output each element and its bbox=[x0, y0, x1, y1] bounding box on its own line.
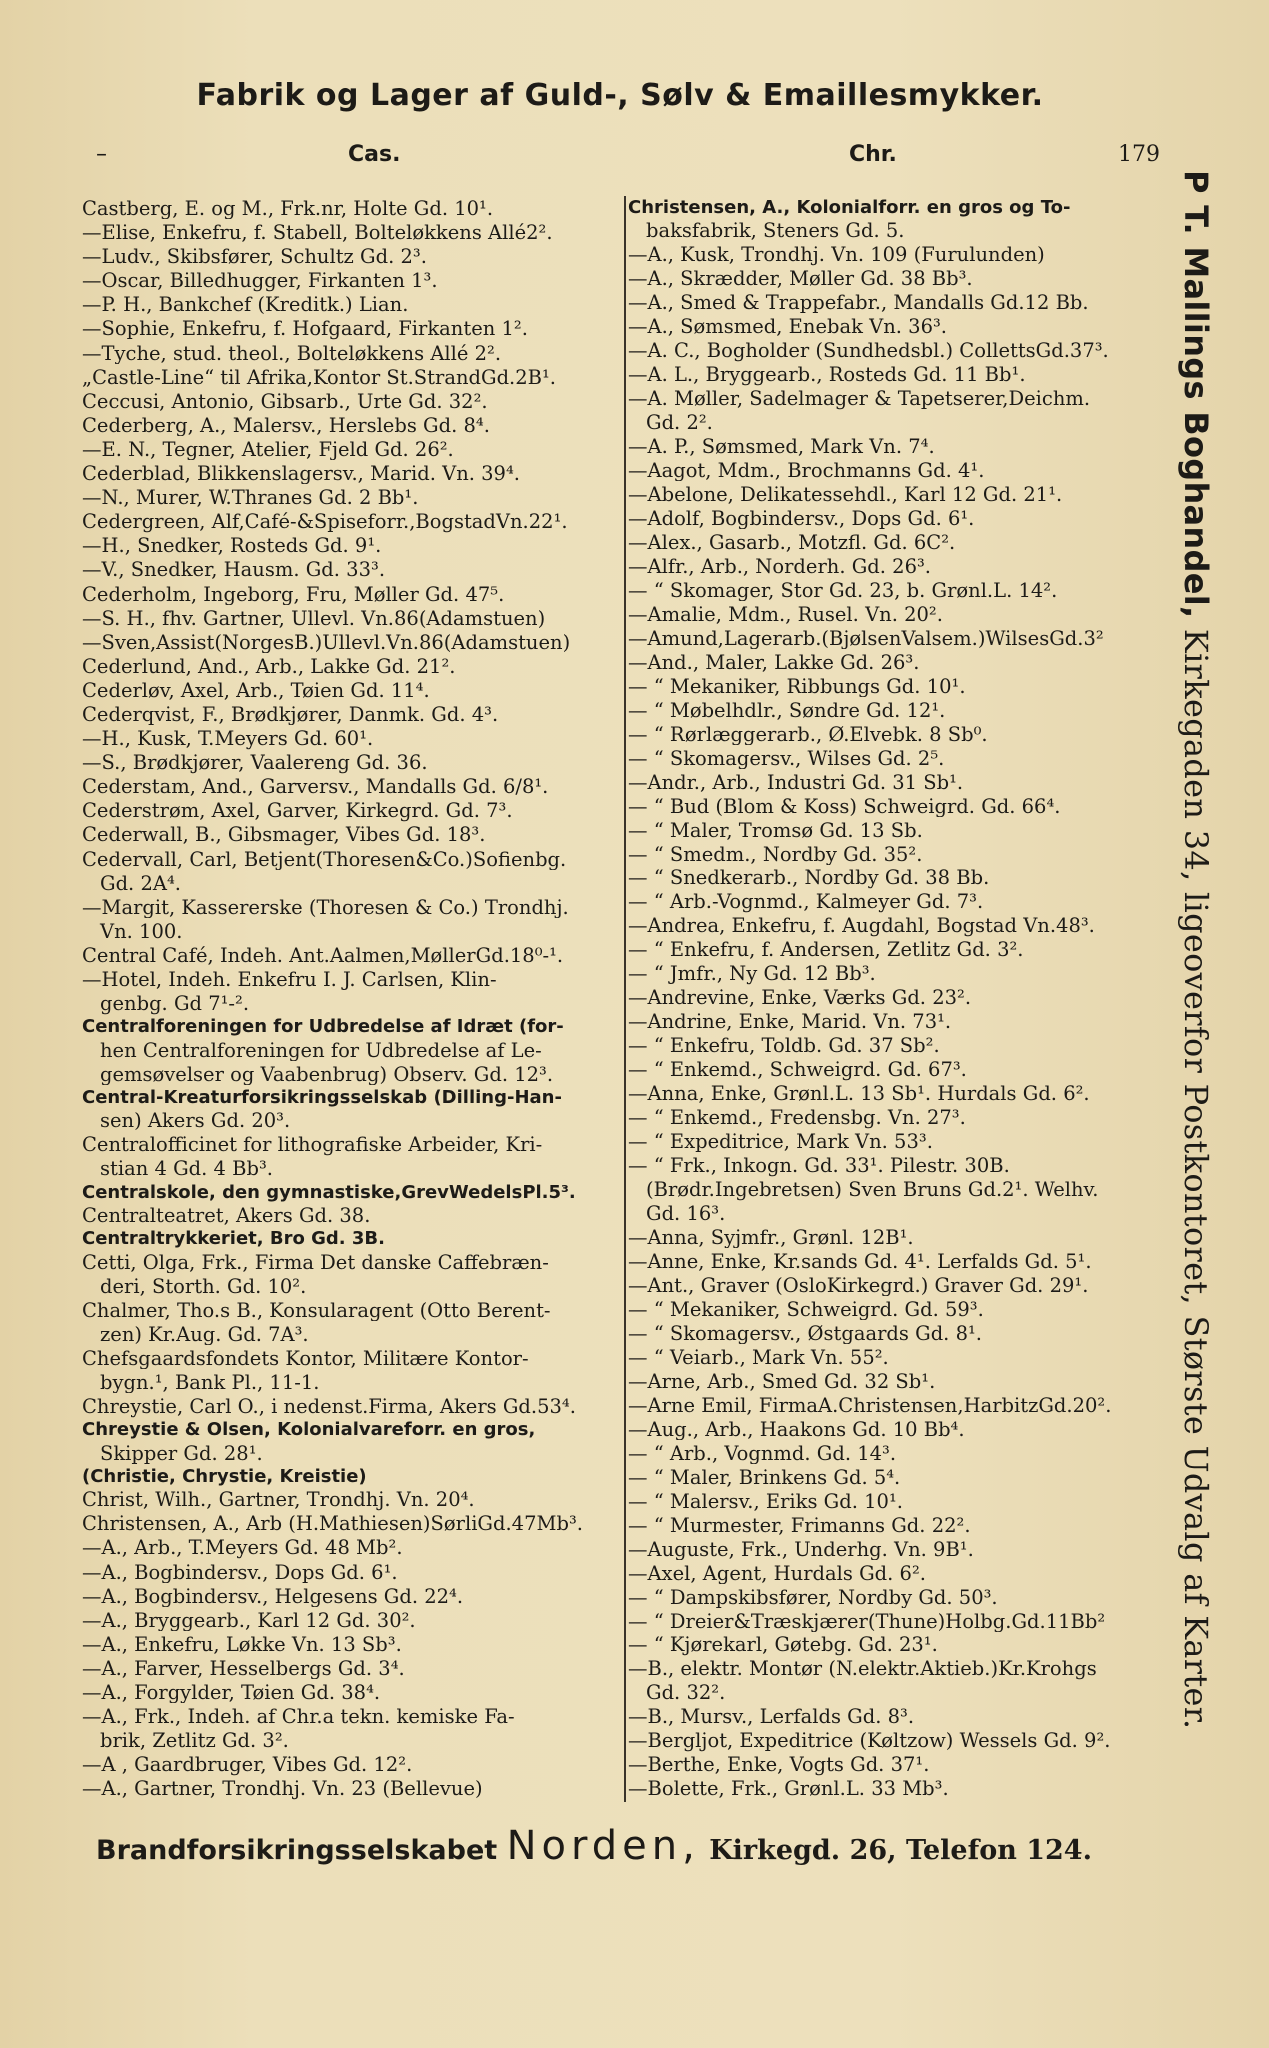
page-number: 179 bbox=[1118, 142, 1160, 167]
directory-entry-line: —Anna, Syjmfr., Grønl. 12B¹. bbox=[628, 1227, 914, 1249]
directory-entry-line: —Alex., Gasarb., Motzfl. Gd. 6C². bbox=[628, 531, 956, 554]
directory-entry-line: — “ Enkefru, Toldb. Gd. 37 Sb². bbox=[628, 1035, 940, 1057]
directory-entry-line: —Andrea, Enkefru, f. Augdahl, Bogstad Vn.48³. bbox=[628, 915, 1095, 937]
directory-entry-line: —Auguste, Frk., Underhg. Vn. 9B¹. bbox=[628, 1538, 974, 1561]
directory-entry-line: — “ Maler, Brinkens Gd. 5⁴. bbox=[628, 1466, 901, 1489]
directory-entry-line: Chreystie & Olsen, Kolonialvareforr. en gros, bbox=[82, 1420, 536, 1441]
directory-entry-line: Skipper Gd. 28¹. bbox=[100, 1442, 263, 1465]
directory-entry-line: — “ Skomagersv., Wilses Gd. 2⁵. bbox=[628, 747, 945, 770]
directory-entry-line: — “ Mekaniker, Schweigrd. Gd. 59³. bbox=[628, 1298, 984, 1321]
directory-entry-line: Chefsgaardsfondets Kontor, Militære Kontor- bbox=[82, 1347, 529, 1370]
directory-entry-line: Cedervall, Carl, Betjent(Thoresen&Co.)Sofienbg. bbox=[82, 848, 567, 870]
directory-entry-line: Centralofficinet for lithografiske Arbeider, Kri- bbox=[82, 1134, 543, 1156]
directory-entry-line: Gd. 32². bbox=[646, 1682, 726, 1704]
directory-entry-line: Centralforeningen for Udbredelse af Idræt (for- bbox=[82, 1017, 564, 1037]
directory-entry-line: Gd. 2A⁴. bbox=[100, 872, 181, 895]
directory-entry-line: Cederlund, And., Arb., Lakke Gd. 21². bbox=[82, 655, 456, 678]
directory-entry-line: —A. C., Bogholder (Sundhedsbl.) CollettsGd.37³. bbox=[628, 340, 1109, 362]
directory-entry-line: —A., Skrædder, Møller Gd. 38 Bb³. bbox=[628, 268, 973, 290]
directory-entry-line: bygn.¹, Bank Pl., 11-1. bbox=[100, 1372, 320, 1394]
directory-entry-line: —Adolf, Bogbindersv., Dops Gd. 6¹. bbox=[628, 507, 975, 530]
directory-entry-line: — “ Frk., Inkogn. Gd. 33¹. Pilestr. 30B. bbox=[628, 1155, 1010, 1177]
directory-entry-line: —A. Møller, Sadelmager & Tapetserer,Deichm. bbox=[628, 388, 1091, 410]
directory-entry-line: —Sophie, Enkefru, f. Hofgaard, Firkanten 1². bbox=[82, 318, 528, 340]
directory-entry-line: — “ Arb.-Vognmd., Kalmeyer Gd. 7³. bbox=[628, 891, 984, 913]
directory-entry-line: —Amund,Lagerarb.(BjølsenValsem.)WilsesGd.3² bbox=[628, 627, 1104, 650]
directory-entry-line: Gd. 2². bbox=[646, 412, 713, 434]
directory-entry-line: —Axel, Agent, Hurdals Gd. 6². bbox=[628, 1562, 926, 1585]
directory-entry-line: —H., Kusk, T.Meyers Gd. 60¹. bbox=[82, 728, 374, 750]
directory-entry-line: —A., Bogbindersv., Helgesens Gd. 22⁴. bbox=[82, 1585, 464, 1608]
directory-entry-line: —Oscar, Billedhugger, Firkanten 1³. bbox=[82, 270, 438, 292]
directory-entry-line: —V., Snedker, Hausm. Gd. 33³. bbox=[82, 559, 386, 581]
directory-entry-line: Cedergreen, Alf,Café-&Spiseforr.,BogstadVn.22¹. bbox=[82, 511, 568, 533]
directory-entry-line: Christ, Wilh., Gartner, Trondhj. Vn. 20⁴. bbox=[82, 1489, 475, 1511]
directory-entry-line: — “ Expeditrice, Mark Vn. 53³. bbox=[628, 1131, 933, 1153]
directory-entry-line: — “ Snedkerarb., Nordby Gd. 38 Bb. bbox=[628, 867, 990, 889]
directory-entry-line: — “ Møbelhdlr., Søndre Gd. 12¹. bbox=[628, 699, 946, 722]
directory-entry-line: Cederberg, A., Malersv., Herslebs Gd. 8⁴. bbox=[82, 414, 490, 437]
directory-entry-line: — “ Enkemd., Schweigrd. Gd. 67³. bbox=[628, 1059, 967, 1081]
footer-company: Brandforsikringsselskabet bbox=[96, 1835, 498, 1866]
directory-entry-line: Cederqvist, F., Brødkjører, Danmk. Gd. 4³. bbox=[82, 703, 499, 726]
directory-entry-line: —Ant., Graver (OsloKirkegrd.) Graver Gd. 29¹. bbox=[628, 1274, 1089, 1297]
directory-entry-line: —Margit, Kassererske (Thoresen & Co.) Trondhj. bbox=[82, 896, 569, 919]
directory-entry-line: Central Café, Indeh. Ant.Aalmen,MøllerGd.18⁰-¹. bbox=[82, 944, 564, 967]
directory-entry-line: Chreystie, Carl O., i nedenst.Firma, Akers Gd.53⁴. bbox=[82, 1396, 576, 1418]
directory-entry-line: —Abelone, Delikatessehdl., Karl 12 Gd. 21¹. bbox=[628, 483, 1063, 506]
directory-entry-line: deri, Storth. Gd. 10². bbox=[100, 1275, 307, 1298]
directory-entry-line: — “ Skomagersv., Østgaards Gd. 8¹. bbox=[628, 1322, 982, 1345]
directory-entry-line: —H., Snedker, Rosteds Gd. 9¹. bbox=[82, 535, 382, 557]
directory-entry-line: —Amalie, Mdm., Rusel. Vn. 20². bbox=[628, 603, 943, 626]
directory-entry-line: — “ Dreier&Træskjærer(Thune)Holbg.Gd.11Bb² bbox=[628, 1610, 1106, 1632]
directory-entry-line: brik, Zetlitz Gd. 3². bbox=[100, 1730, 289, 1752]
directory-entry-line: Central-Kreaturforsikringsselskab (Dilling-Han- bbox=[82, 1087, 562, 1108]
directory-entry-line: sen) Akers Gd. 20³. bbox=[100, 1110, 291, 1132]
directory-entry-line: — “ Murmester, Frimanns Gd. 22². bbox=[628, 1514, 971, 1537]
directory-entry-line: —Andrine, Enke, Marid. Vn. 73¹. bbox=[628, 1011, 952, 1033]
column-divider bbox=[624, 196, 626, 1802]
directory-entry-line: —And., Maler, Lakke Gd. 26³. bbox=[628, 651, 920, 674]
directory-entry-line: —A., Bogbindersv., Dops Gd. 6¹. bbox=[82, 1561, 398, 1583]
directory-entry-line: —Bolette, Frk., Grønl.L. 33 Mb³. bbox=[628, 1778, 949, 1800]
directory-entry-line: Christensen, A., Arb (H.Mathiesen)SørliGd.47Mb³. bbox=[82, 1513, 583, 1535]
directory-entry-line: gemsøvelser og Vaabenbrug) Observ. Gd. 12³. bbox=[100, 1063, 554, 1086]
directory-entry-line: —A., Arb., T.Meyers Gd. 48 Mb². bbox=[82, 1537, 403, 1559]
directory-entry-line: — “ Jmfr., Ny Gd. 12 Bb³. bbox=[628, 963, 876, 985]
side-advertisement bbox=[1177, 170, 1215, 1729]
directory-entry-line: Cetti, Olga, Frk., Firma Det danske Caffebræn- bbox=[82, 1251, 549, 1273]
directory-entry-line: — “ Skomager, Stor Gd. 23, b. Grønl.L. 14². bbox=[628, 579, 1058, 602]
directory-entry-line: (Christie, Chrystie, Kreistie) bbox=[82, 1466, 367, 1487]
directory-entry-line: — “ Mekaniker, Ribbungs Gd. 10¹. bbox=[628, 675, 966, 698]
directory-entry-line: —A., Farver, Hesselbergs Gd. 3⁴. bbox=[82, 1657, 405, 1680]
directory-entry-line: — “ Veiarb., Mark Vn. 55². bbox=[628, 1346, 889, 1369]
directory-entry-line: —A. P., Sømsmed, Mark Vn. 7⁴. bbox=[628, 436, 935, 458]
directory-entry-line: —A., Forgylder, Tøien Gd. 38⁴. bbox=[82, 1681, 381, 1704]
left-guide-word: Cas. bbox=[348, 142, 401, 167]
directory-entry-line: —A., Gartner, Trondhj. Vn. 23 (Bellevue) bbox=[82, 1778, 483, 1800]
directory-entry-line: —A., Bryggearb., Karl 12 Gd. 30². bbox=[82, 1609, 416, 1632]
directory-entry-line: Christensen, A., Kolonialforr. en gros og To- bbox=[628, 198, 1071, 218]
directory-entry-line: Castberg, E. og M., Frk.nr, Holte Gd. 10¹. bbox=[82, 198, 494, 220]
left-column bbox=[82, 198, 622, 1800]
footer-address: Kirkegd. 26, Telefon 124. bbox=[709, 1835, 1092, 1866]
directory-entry-line: —Andr., Arb., Industri Gd. 31 Sb¹. bbox=[628, 771, 964, 794]
directory-entry-line: Cederløv, Axel, Arb., Tøien Gd. 11⁴. bbox=[82, 679, 430, 702]
directory-entry-line: —Tyche, stud. theol., Bolteløkkens Allé 2². bbox=[82, 342, 502, 364]
directory-entry-line: Cederstrøm, Axel, Garver, Kirkegrd. Gd. 7³. bbox=[82, 800, 513, 822]
directory-entry-line: —Ludv., Skibsfører, Schultz Gd. 2³. bbox=[82, 246, 427, 268]
directory-entry-line: Cederwall, B., Gibsmager, Vibes Gd. 18³. bbox=[82, 824, 486, 846]
directory-entry-line: —Aagot, Mdm., Brochmanns Gd. 4¹. bbox=[628, 460, 985, 482]
directory-entry-line: —A , Gaardbruger, Vibes Gd. 12². bbox=[82, 1754, 413, 1776]
footer-brand: Norden, bbox=[506, 1823, 700, 1869]
directory-entry-line: —A. L., Bryggearb., Rosteds Gd. 11 Bb¹. bbox=[628, 364, 1026, 386]
directory-entry-line: Chalmer, Tho.s B., Konsularagent (Otto Berent- bbox=[82, 1299, 551, 1322]
directory-entry-line: —P. H., Bankchef (Kreditk.) Lian. bbox=[82, 294, 409, 316]
directory-entry-line: —S. H., fhv. Gartner, Ullevl. Vn.86(Adamstuen) bbox=[82, 607, 546, 630]
directory-entry-line: genbg. Gd 7¹-². bbox=[100, 993, 250, 1015]
right-guide-word: Chr. bbox=[849, 142, 897, 167]
side-ad-text: Kirkegaden 34, ligeoverfor Postkontoret, Største Udvalg af Karter. bbox=[1177, 618, 1215, 1730]
directory-entry-line: —N., Murer, W.Thranes Gd. 2 Bb¹. bbox=[82, 487, 419, 509]
directory-entry-line: Centraltrykkeriet, Bro Gd. 3B. bbox=[82, 1229, 385, 1249]
directory-entry-line: Centralteatret, Akers Gd. 38. bbox=[82, 1205, 371, 1227]
directory-entry-line: — “ Bud (Blom & Koss) Schweigrd. Gd. 66⁴. bbox=[628, 795, 1061, 818]
directory-entry-line: —A., Sømsmed, Enebak Vn. 36³. bbox=[628, 316, 948, 338]
header-dash: – bbox=[96, 142, 107, 167]
directory-entry-line: — “ Kjørekarl, Gøtebg. Gd. 23¹. bbox=[628, 1634, 938, 1656]
directory-entry-line: Centralskole, den gymnastiske,GrevWedelsPl.5³. bbox=[82, 1182, 576, 1203]
directory-entry-line: —Andrevine, Enke, Værks Gd. 23². bbox=[628, 987, 972, 1009]
directory-entry-line: Gd. 16³. bbox=[646, 1203, 726, 1225]
directory-entry-line: —B., Mursv., Lerfalds Gd. 8³. bbox=[628, 1706, 915, 1728]
directory-entry-line: —S., Brødkjører, Vaalereng Gd. 36. bbox=[82, 752, 428, 774]
directory-entry-line: —Berthe, Enke, Vogts Gd. 37¹. bbox=[628, 1754, 930, 1776]
directory-entry-line: Ceccusi, Antonio, Gibsarb., Urte Gd. 32². bbox=[82, 390, 488, 413]
directory-entry-line: —Alfr., Arb., Norderh. Gd. 26³. bbox=[628, 555, 932, 578]
page-banner: Fabrik og Lager af Guld-, Sølv & Emaillesmykker. bbox=[196, 78, 1044, 113]
directory-entry-line: — “ Malersv., Eriks Gd. 10¹. bbox=[628, 1490, 903, 1513]
directory-entry-line: — “ Maler, Tromsø Gd. 13 Sb. bbox=[628, 819, 923, 841]
directory-entry-line: —B., elektr. Montør (N.elektr.Aktieb.)Kr.Krohgs bbox=[628, 1658, 1097, 1680]
directory-entry-line: —Arne, Arb., Smed Gd. 32 Sb¹. bbox=[628, 1370, 936, 1393]
directory-entry-line: — “ Enkefru, f. Andersen, Zetlitz Gd. 3². bbox=[628, 939, 1024, 961]
directory-entry-line: (Brødr.Ingebretsen) Sven Bruns Gd.2¹. Welhv. bbox=[646, 1179, 1099, 1201]
directory-entry-line: stian 4 Gd. 4 Bb³. bbox=[100, 1158, 273, 1180]
directory-entry-line: zen) Kr.Aug. Gd. 7A³. bbox=[100, 1323, 309, 1346]
directory-entry-line: —Anna, Enke, Grønl.L. 13 Sb¹. Hurdals Gd. 6². bbox=[628, 1083, 1090, 1105]
directory-entry-line: —Anne, Enke, Kr.sands Gd. 4¹. Lerfalds Gd. 5¹. bbox=[628, 1250, 1092, 1273]
directory-entry-line: —Bergljot, Expeditrice (Køltzow) Wessels Gd. 9². bbox=[628, 1730, 1111, 1752]
directory-entry-line: —A., Kusk, Trondhj. Vn. 109 (Furulunden) bbox=[628, 244, 1045, 266]
directory-entry-line: —E. N., Tegner, Atelier, Fjeld Gd. 26². bbox=[82, 438, 454, 461]
directory-entry-line: —Sven,Assist(NorgesB.)Ullevl.Vn.86(Adamstuen) bbox=[82, 631, 571, 654]
side-ad-name: P T. Mallings Boghandel, bbox=[1177, 170, 1215, 619]
directory-entry-line: „Castle-Line“ til Afrika,Kontor St.StrandGd.2B¹. bbox=[82, 366, 556, 389]
right-column bbox=[628, 198, 1168, 1800]
directory-entry-line: —A., Frk., Indeh. af Chr.a tekn. kemiske Fa- bbox=[82, 1706, 515, 1728]
directory-entry-line: —Arne Emil, FirmaA.Christensen,HarbitzGd.20². bbox=[628, 1394, 1112, 1417]
directory-entry-line: — “ Arb., Vognmd. Gd. 14³. bbox=[628, 1442, 897, 1465]
directory-entry-line: —A., Enkefru, Løkke Vn. 13 Sb³. bbox=[82, 1633, 402, 1656]
directory-entry-line: — “ Dampskibsfører, Nordby Gd. 50³. bbox=[628, 1586, 998, 1608]
directory-entry-line: — “ Smedm., Nordby Gd. 35². bbox=[628, 843, 923, 865]
directory-entry-line: —Aug., Arb., Haakons Gd. 10 Bb⁴. bbox=[628, 1418, 965, 1441]
directory-entry-line: baksfabrik, Steners Gd. 5. bbox=[646, 220, 905, 242]
directory-entry-line: hen Centralforeningen for Udbredelse af Le- bbox=[100, 1039, 542, 1062]
directory-entry-line: Vn. 100. bbox=[100, 920, 183, 943]
directory-entry-line: —Hotel, Indeh. Enkefru I. J. Carlsen, Klin- bbox=[82, 969, 497, 991]
footer-advertisement bbox=[96, 1823, 1176, 1869]
directory-entry-line: — “ Rørlæggerarb., Ø.Elvebk. 8 Sb⁰. bbox=[628, 723, 988, 746]
directory-entry-line: —A., Smed & Trappefabr., Mandalls Gd.12 Bb. bbox=[628, 292, 1089, 314]
directory-entry-line: —Elise, Enkefru, f. Stabell, Bolteløkkens Allé2². bbox=[82, 222, 553, 244]
directory-entry-line: Cederblad, Blikkenslagersv., Marid. Vn. 39⁴. bbox=[82, 463, 520, 485]
directory-entry-line: Cederstam, And., Garversv., Mandalls Gd. 6/8¹. bbox=[82, 776, 549, 798]
directory-entry-line: Cederholm, Ingeborg, Fru, Møller Gd. 47⁵. bbox=[82, 583, 505, 605]
directory-entry-line: — “ Enkemd., Fredensbg. Vn. 27³. bbox=[628, 1107, 966, 1129]
